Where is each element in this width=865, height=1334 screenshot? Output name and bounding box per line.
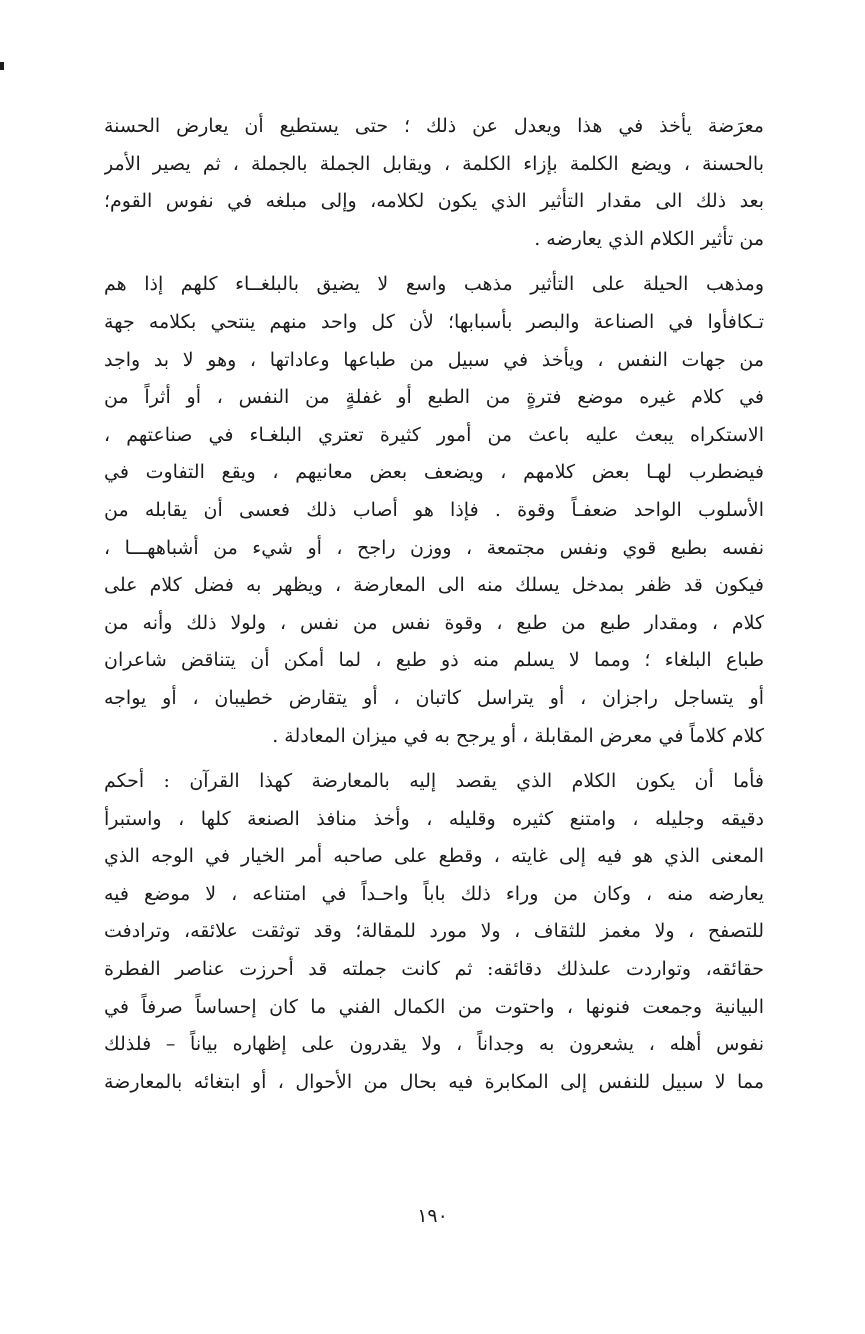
text-line: من تأثير الكلام الذي يعارضه . bbox=[534, 227, 764, 250]
text-line: يعارضه منه ، وكان من وراء ذلك باباً واحـداً في امتناعه ، لا موضع فيه bbox=[104, 882, 764, 905]
paragraph-2 bbox=[104, 266, 764, 755]
text-line: بالحسنة ، ويضع الكلمة بإزاء الكلمة ، ويقابل الجملة بالجملة ، ثم يصير الأمر bbox=[104, 152, 764, 175]
text-line: فيكون قد ظفر بمدخل يسلك منه الى المعارضة ، ويظهر به فضل كلام على bbox=[104, 574, 764, 597]
scan-edge-mark bbox=[0, 62, 4, 70]
text-line: الأسلوب الواحد ضعفـاً وقوة . فإذا هو أصاب ذلك فعسى أن يقابله من bbox=[104, 498, 764, 521]
body-text bbox=[104, 108, 764, 1109]
text-line: بعد ذلك الى مقدار التأثير الذي يكون لكلامه، وإلى مبلغه في نفوس القوم؛ bbox=[104, 190, 764, 213]
text-line: فأما أن يكون الكلام الذي يقصد إليه بالمعارضة كهذا القرآن : أحكم bbox=[104, 770, 764, 793]
text-line: معرَضة يأخذ في هذا ويعدل عن ذلك ؛ حتى يستطيع أن يعارض الحسنة bbox=[104, 115, 764, 137]
page-number: ١٩٠ bbox=[417, 1205, 448, 1227]
paragraph-3 bbox=[104, 763, 764, 1101]
text-line: طباع البلغاء ؛ ومما لا يسلم منه ذو طبع ، لما أمكن أن يتناقض شاعران bbox=[104, 649, 764, 672]
text-line: أو يتساجل راجزان ، أو يتراسل كاتبان ، أو يتقارض خطيبان ، أو يواجه bbox=[104, 686, 764, 709]
paragraph-1 bbox=[104, 108, 764, 258]
text-line: حقائقه، وتواردت علىذلك دقائقه: ثم كانت جملته قد أحرزت عناصر الفطرة bbox=[104, 958, 764, 981]
text-line: نفوس أهله ، يشعرون به وجداناً ، ولا يقدرون على إظهاره بياناً – فلذلك bbox=[104, 1033, 764, 1056]
text-line: من جهات النفس ، ويأخذ في سبيل من طباعها وعاداتها ، وهو لا بد واجد bbox=[104, 348, 764, 371]
text-line: الاستكراه يبعث عليه باعث من أمور كثيرة تعتري البلغـاء في صناعتهم ، bbox=[104, 423, 764, 446]
text-line: دقيقه وجليله ، وامتنع كثيره وقليله ، وأخذ منافذ الصنعة كلها ، واستبرأ bbox=[104, 807, 764, 830]
text-line: نفسه بطبع قوي ونفس مجتمعة ، ووزن راجح ، أو شيء من أشباههـــا ، bbox=[104, 536, 764, 559]
text-line: مما لا سبيل للنفس إلى المكابرة فيه بحال من الأحوال ، أو ابتغائه بالمعارضة bbox=[104, 1070, 764, 1093]
text-line: كلام كلاماً في معرض المقابلة ، أو يرجح به في ميزان المعادلة . bbox=[272, 724, 764, 747]
text-line: المعنى الذي هو فيه إلى غايته ، وقطع على صاحبه أمر الخيار في الوجه الذي bbox=[104, 845, 764, 868]
text-line: للتصفح ، ولا مغمز للثقاف ، ولا مورد للمقالة؛ وقد توثقت علائقه، وترادفت bbox=[104, 920, 764, 943]
text-line: ومذهب الحيلة على التأثير مذهب واسع لا يضيق بالبلغــاء كلهم إذا هم bbox=[104, 273, 764, 296]
text-line: تـكافأوا في الصناعة والبصر بأسبابها؛ لأن كل واحد منهم ينتحي بكلامه جهة bbox=[104, 310, 764, 333]
text-line: في كلام غيره موضع فترةٍ من الطبع أو غفلةٍ من النفس ، أو أثراً من bbox=[104, 386, 764, 409]
text-line: كلام ، ومقدار طبع من طبع ، وقوة نفس من نفس ، ولولا ذلك وأنه من bbox=[104, 611, 764, 634]
text-line: فيضطرب لهـا بعض كلامهم ، ويضعف بعض معانيهم ، ويقع التفاوت في bbox=[104, 461, 764, 484]
text-line: البيانية وجمعت فنونها ، واحتوت من الكمال الفني ما كان إحساساً صرفاً في bbox=[104, 995, 764, 1018]
